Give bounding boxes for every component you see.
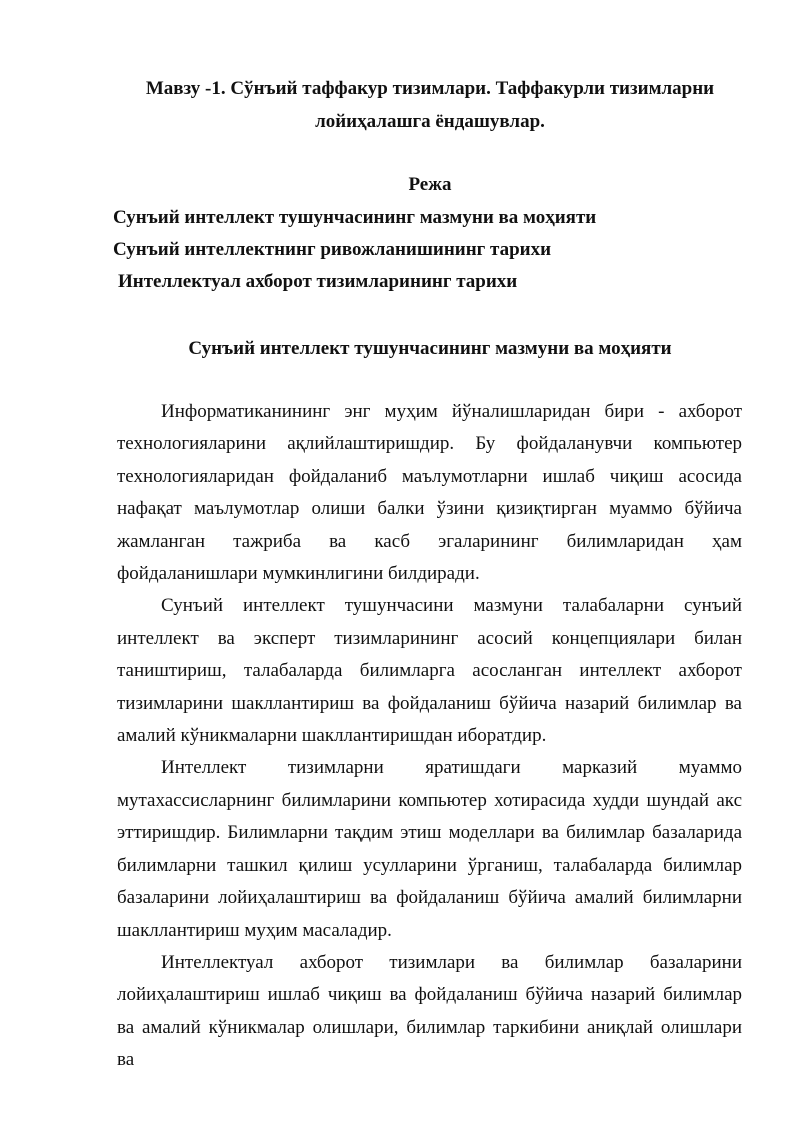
plan-item: Интеллектуал ахборот тизимларининг тарихи [118, 271, 518, 292]
body-text [117, 396, 742, 1077]
plan-item: Сунъий интеллектнинг ривожланишининг тарихи [113, 239, 552, 260]
plan-item: Сунъий интеллект тушунчасининг мазмуни ва моҳияти [113, 207, 597, 228]
paragraph: Интеллект тизимларни яратишдаги марказий муаммо мутахассисларнинг билимларини компьютер хотирасида худди шундай акс эттиришдир. Билимларни тақдим этиш моделлари ва билимлар базаларида билимларни ташкил қилиш усулларини ўрганиш, талабаларда билимлар базаларини лойиҳалаштириш ва фойдаланиш бўйича амалий билимларни шакллантириш муҳим масаладир. [117, 757, 742, 941]
plan-heading: Режа [408, 174, 452, 195]
section-heading: Сунъий интеллект тушунчасининг мазмуни ва моҳияти [188, 338, 672, 359]
document-title-line-1: Мавзу -1. Сўнъий таффакур тизимлари. Таффакурли тизимларни [145, 78, 715, 99]
document-title-line-2: лойиҳалашга ёндашувлар. [315, 111, 545, 132]
paragraph: Информатиканининг энг муҳим йўналишларидан бири - ахборот технологияларини ақлийлаштиришдир. Бу фойдаланувчи компьютер технологияларидан фойдаланиб маълумотларни ишлаб чиқиш асосида нафақат маълумотлар олиши балки ўзини қизиқтирган муаммо бўйича жамланган тажриба ва касб эгаларининг билимларидан ҳам фойдаланишлари мумкинлигини билдиради. [117, 401, 742, 585]
paragraph: Сунъий интеллект тушунчасини мазмуни талабаларни сунъий интеллект ва эксперт тизимларининг асосий концепциялари билан таништириш, талабаларда билимларга асосланган интеллект ахборот тизимларини шакллантириш ва фойдаланиш бўйича назарий билимлар ва амалий кўникмаларни шакллантиришдан иборатдир. [117, 595, 742, 747]
paragraph: Интеллектуал ахборот тизимлари ва билимлар базаларини лойиҳалаштириш ишлаб чиқиш ва фойдаланиш бўйича назарий билимлар ва амалий кўникмалар олишлари, билимлар таркибини аниқлай олишлари ва [117, 951, 742, 1071]
